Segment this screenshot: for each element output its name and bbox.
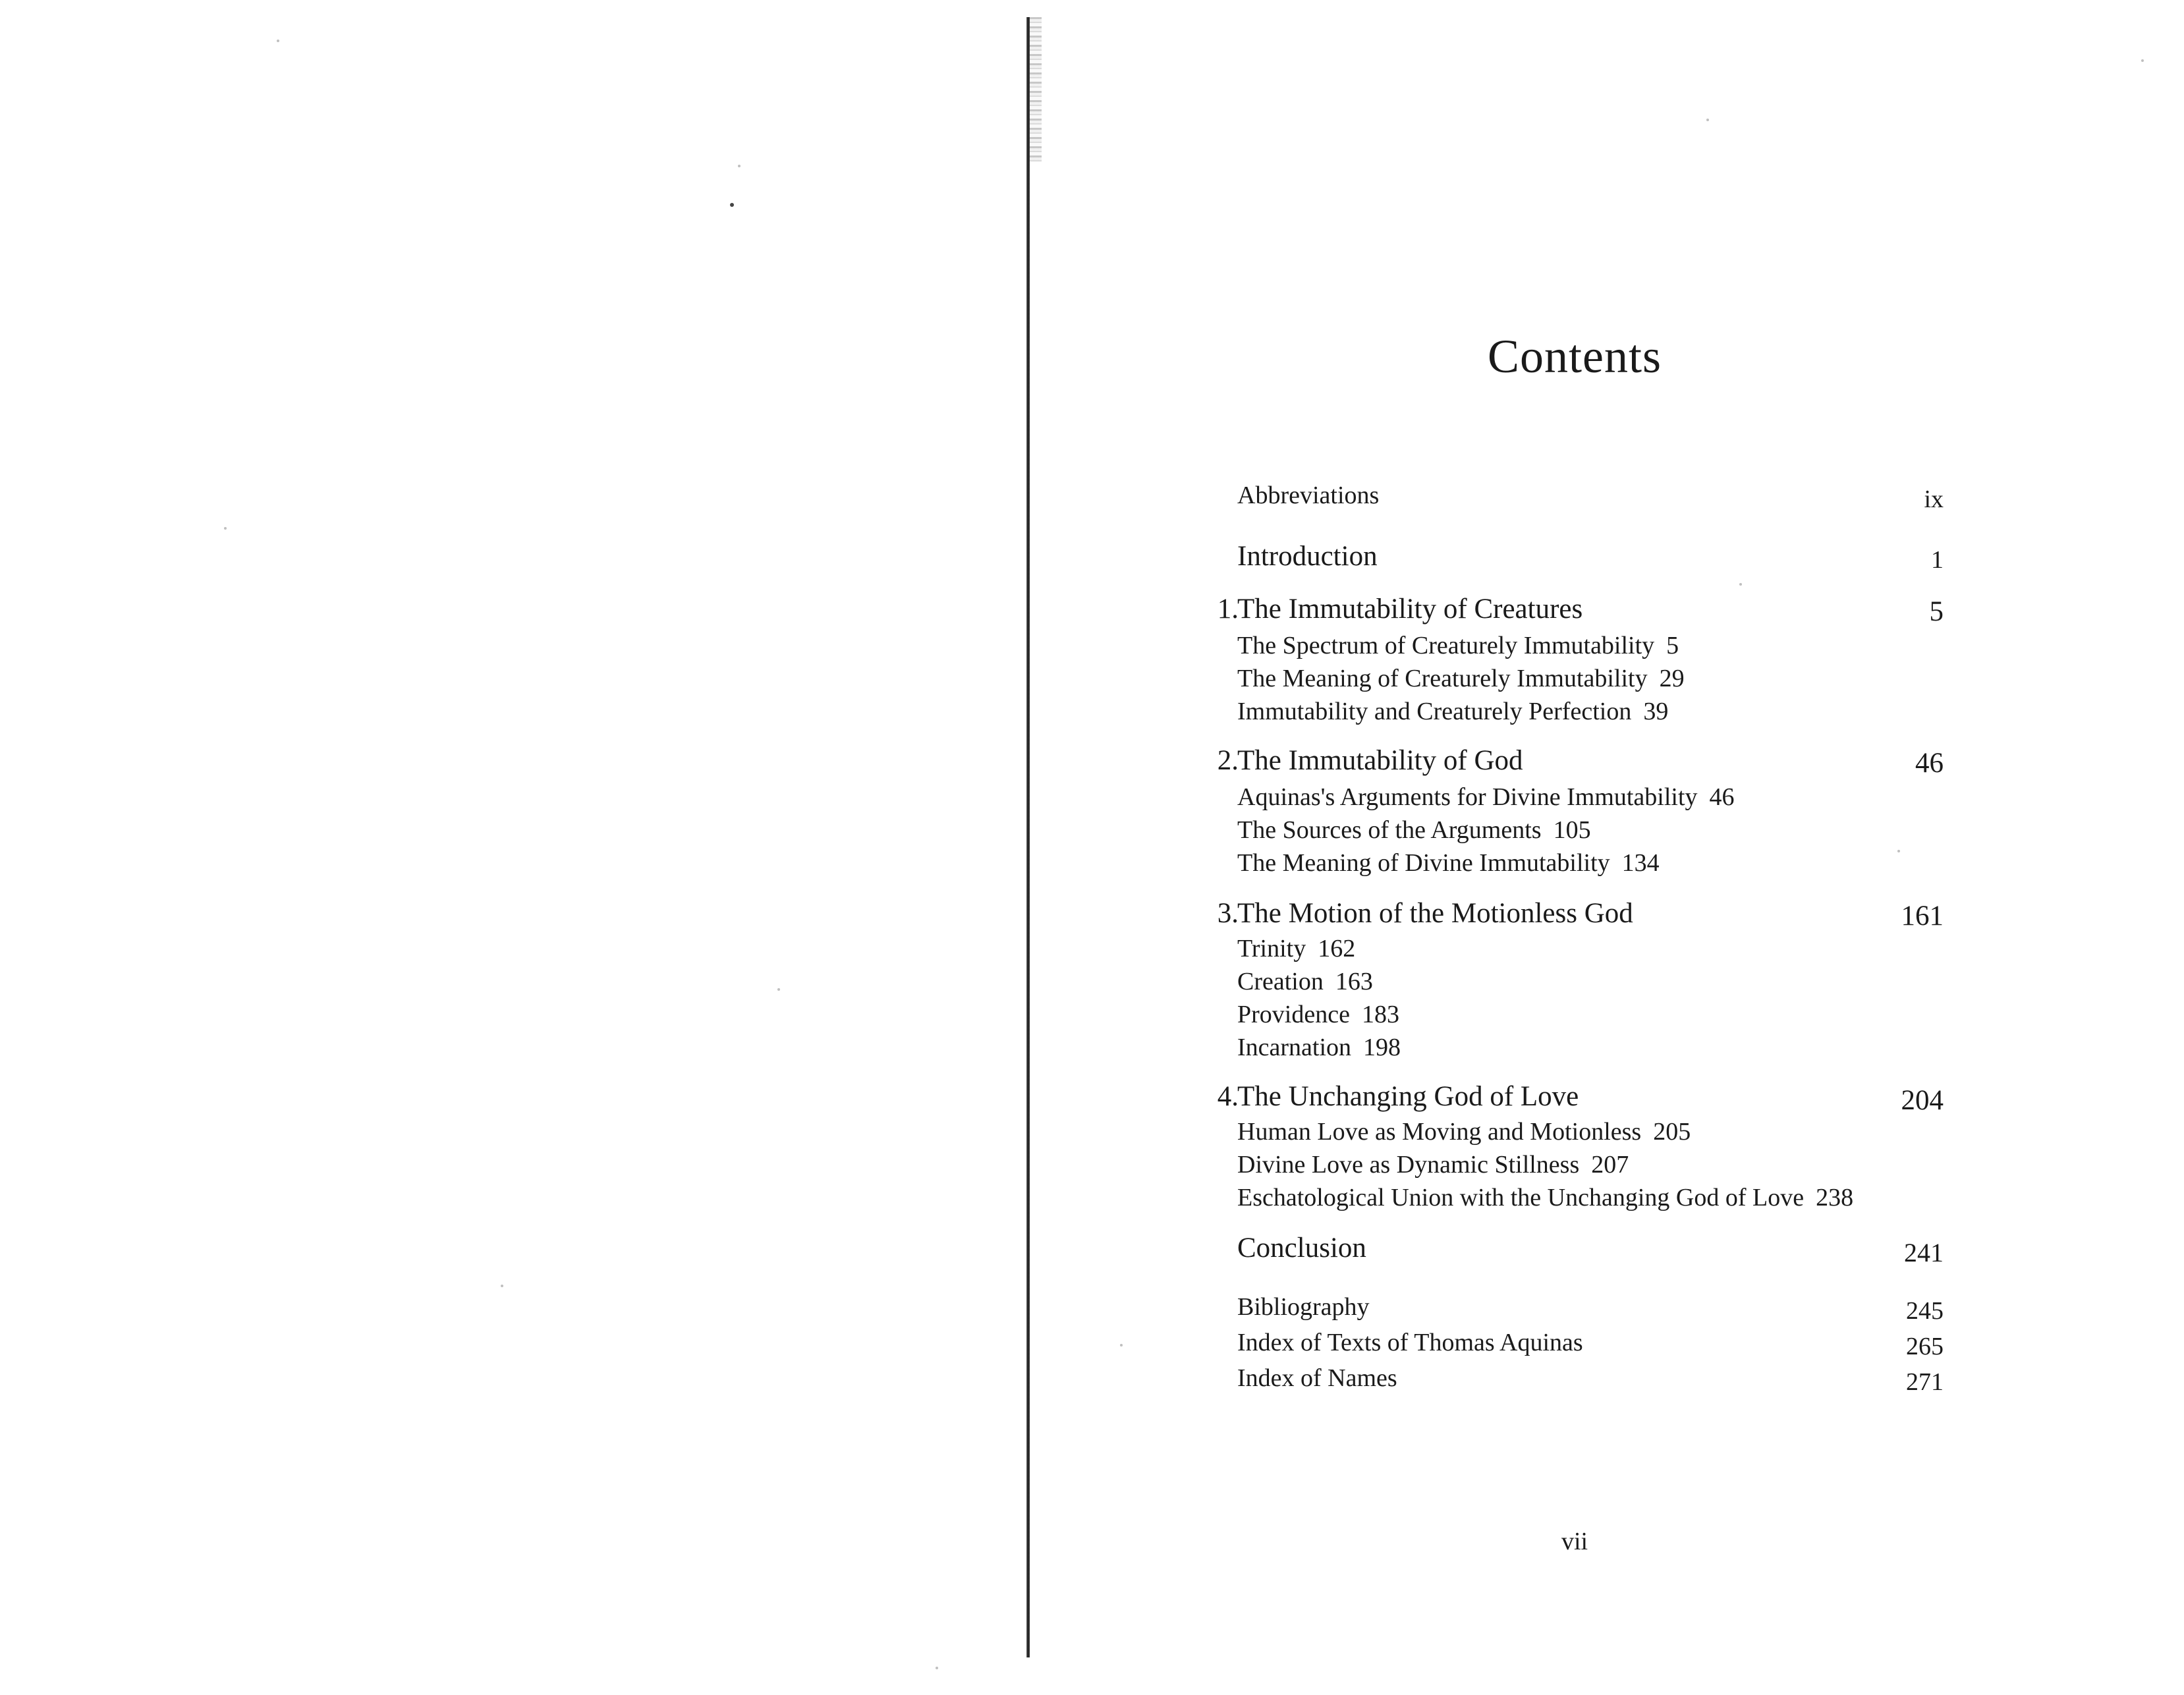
section-page: 198 (1363, 1034, 1401, 1061)
section-page: 238 (1816, 1184, 1854, 1211)
section-page: 29 (1659, 665, 1685, 692)
section-page: 205 (1653, 1118, 1691, 1146)
toc-entry-page: 241 (1904, 1238, 1944, 1267)
toc-section[interactable] (1237, 1183, 1853, 1212)
toc-entry-index-of-names[interactable] (1199, 1364, 1944, 1397)
section-label: Eschatological Union with the Unchanging God of Love (1237, 1184, 1805, 1211)
ink-speck (936, 1667, 938, 1669)
section-label: Creation (1237, 968, 1324, 995)
chapter-title: The Immutability of Creatures (1237, 594, 1583, 625)
ink-speck (1706, 119, 1709, 121)
section-label: Providence (1237, 1001, 1350, 1028)
section-page: 163 (1335, 968, 1373, 995)
toc-section[interactable] (1237, 1117, 1691, 1146)
toc-section[interactable] (1237, 967, 1373, 996)
chapter-number: 2. (1217, 745, 1239, 776)
toc-section[interactable] (1237, 816, 1591, 845)
chapter-title: The Unchanging God of Love (1237, 1081, 1579, 1112)
section-label: Trinity (1237, 935, 1306, 962)
ink-speck (501, 1285, 503, 1287)
toc-entry-label: Abbreviations (1237, 482, 1380, 509)
toc-section[interactable] (1237, 1033, 1401, 1062)
section-page: 39 (1643, 698, 1669, 725)
section-label: The Meaning of Divine Immutability (1237, 849, 1610, 877)
section-page: 207 (1591, 1151, 1629, 1179)
section-label: Immutability and Creaturely Perfection (1237, 698, 1632, 725)
ink-speck (1739, 583, 1742, 586)
section-label: The Meaning of Creaturely Immutability (1237, 665, 1648, 692)
toc-entry-page: 1 (1931, 546, 1944, 574)
chapter-page: 204 (1901, 1085, 1944, 1116)
section-label: Divine Love as Dynamic Stillness (1237, 1151, 1580, 1179)
toc-section[interactable] (1237, 631, 1679, 660)
section-page: 134 (1621, 849, 1660, 877)
toc-entry-label: Index of Names (1237, 1364, 1397, 1392)
chapter-page: 161 (1901, 901, 1944, 931)
ink-speck (277, 40, 279, 42)
section-page: 46 (1709, 783, 1735, 811)
gutter-scan-noise (1030, 17, 1042, 162)
toc-entry-abbreviations[interactable] (1199, 481, 1944, 514)
toc-entry-page: ix (1924, 486, 1944, 513)
toc-entry-label: Introduction (1237, 541, 1378, 572)
page-gutter (1026, 17, 1030, 1657)
ink-speck (730, 203, 734, 207)
toc-section[interactable] (1237, 934, 1355, 963)
toc-section[interactable] (1237, 783, 1735, 812)
chapter-number: 1. (1217, 594, 1239, 625)
ink-speck (2141, 59, 2144, 62)
chapter-page: 46 (1915, 748, 1944, 779)
section-page: 105 (1553, 816, 1591, 844)
chapter-title: The Immutability of God (1237, 745, 1523, 776)
toc-entry-conclusion[interactable] (1199, 1232, 1944, 1269)
toc-entry-page: 245 (1906, 1297, 1944, 1325)
toc-chapter-3[interactable] (1199, 897, 1944, 1062)
section-label: The Sources of the Arguments (1237, 816, 1542, 844)
toc-entry-label: Conclusion (1237, 1233, 1366, 1264)
ink-speck (777, 988, 780, 991)
toc-chapter-4[interactable] (1199, 1080, 1944, 1212)
toc-entry-label: Index of Texts of Thomas Aquinas (1237, 1329, 1583, 1356)
page-title: Contents (1487, 330, 1662, 383)
page-number: vii (1561, 1528, 1588, 1555)
toc-section[interactable] (1237, 1000, 1399, 1029)
chapter-title: The Motion of the Motionless God (1237, 898, 1633, 929)
ink-speck (738, 165, 741, 167)
section-page: 183 (1361, 1001, 1399, 1028)
toc-section[interactable] (1237, 848, 1660, 877)
toc-chapter-1[interactable] (1199, 593, 1944, 725)
toc-entry-label: Bibliography (1237, 1293, 1370, 1321)
toc-section[interactable] (1237, 664, 1685, 693)
toc-entry-page: 265 (1906, 1333, 1944, 1360)
toc-entry-bibliography[interactable] (1199, 1292, 1944, 1325)
toc-entry-introduction[interactable] (1199, 540, 1944, 577)
section-label: The Spectrum of Creaturely Immutability (1237, 632, 1655, 659)
toc-section[interactable] (1237, 697, 1668, 726)
section-label: Aquinas's Arguments for Divine Immutability (1237, 783, 1698, 811)
section-label: Human Love as Moving and Motionless (1237, 1118, 1642, 1146)
section-page: 162 (1318, 935, 1356, 962)
toc-entry-index-of-texts[interactable] (1199, 1328, 1944, 1361)
toc-entry-page: 271 (1906, 1368, 1944, 1396)
left-page-blank (0, 0, 1028, 1695)
toc-chapter-2[interactable] (1199, 744, 1944, 876)
chapter-page: 5 (1929, 596, 1944, 627)
chapter-number: 4. (1217, 1081, 1239, 1112)
section-label: Incarnation (1237, 1034, 1352, 1061)
toc-section[interactable] (1237, 1150, 1629, 1179)
ink-speck (1120, 1344, 1123, 1347)
ink-speck (224, 527, 227, 530)
section-page: 5 (1666, 632, 1679, 659)
chapter-number: 3. (1217, 898, 1239, 929)
